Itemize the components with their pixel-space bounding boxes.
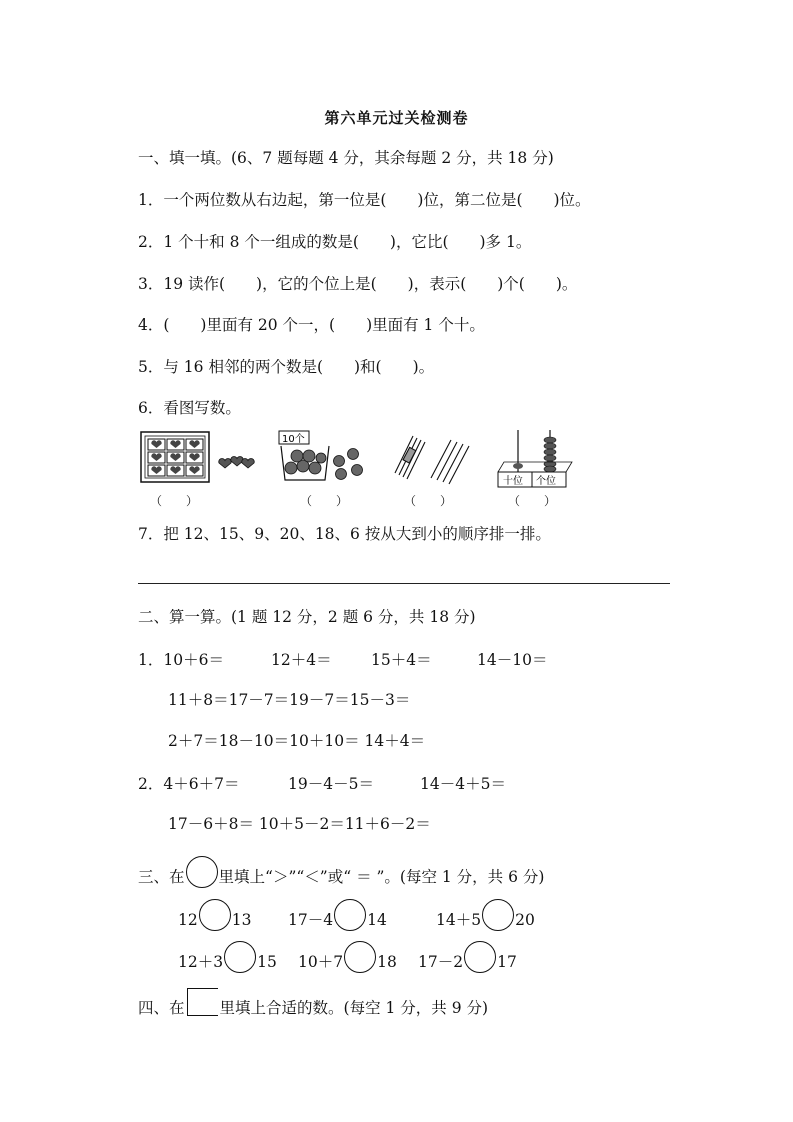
compare-circle[interactable] (199, 899, 231, 931)
section4-heading-pre: 四、在 (138, 999, 185, 1017)
compare-left: 12 (178, 911, 198, 929)
compare-item-5 (298, 947, 397, 979)
compare-right: 14 (367, 911, 387, 929)
compare-right: 18 (377, 953, 397, 971)
section2-heading: 二、算一算。(1 题 12 分，2 题 6 分，共 18 分) (138, 608, 476, 626)
figure-2-answer: （ ） (300, 494, 349, 508)
compare-left: 10＋7 (298, 953, 344, 971)
compare-circle[interactable] (464, 941, 496, 973)
compare-item-4 (178, 947, 277, 979)
figure-3-answer: （ ） (404, 494, 453, 508)
section3-heading-post: 里填上“＞”“＜”或“ ＝ ”。(每空 1 分，共 6 分) (218, 868, 545, 886)
compare-item-3 (436, 905, 535, 937)
compare-circle[interactable] (334, 899, 366, 931)
calc-2-1: 2．4＋6＋7＝ (138, 775, 240, 793)
section3-heading-pre: 三、在 (138, 868, 185, 886)
page-title: 第六单元过关检测卷 (324, 109, 469, 127)
question-3: 3．19 读作( )，它的个位上是( )，表示( )个( )。 (138, 275, 578, 293)
calc-1-3: 15＋4＝ (371, 651, 432, 669)
compare-left: 14＋5 (436, 911, 482, 929)
question-1: 1．一个两位数从右边起，第一位是( )位，第二位是( )位。 (138, 191, 591, 209)
figure-4-answer: （ ） (508, 494, 557, 508)
calc-1-2: 12＋4＝ (271, 651, 332, 669)
section4-heading (138, 990, 488, 1018)
compare-item-1 (178, 905, 251, 937)
calc-1-4: 14－10＝ (477, 651, 548, 669)
compare-left: 12＋3 (178, 953, 224, 971)
calc-row-3: 2＋7＝18－10＝10＋10＝ 14＋4＝ (168, 732, 426, 750)
compare-right: 17 (497, 953, 517, 971)
compare-circle[interactable] (482, 899, 514, 931)
calc-row-5: 17－6＋8＝ 10＋5－2＝11＋6－2＝ (168, 815, 431, 833)
section4-heading-post: 里填上合适的数。(每空 1 分，共 9 分) (219, 999, 489, 1017)
section1-heading: 一、填一填。(6、7 题每题 4 分，其余每题 2 分，共 18 分) (138, 149, 554, 167)
figure-1-answer: （ ） (150, 494, 199, 508)
tens-label: 十位 (503, 476, 523, 487)
compare-item-6 (418, 947, 517, 979)
compare-circle-sample (186, 856, 218, 888)
ones-label: 个位 (536, 476, 556, 487)
question-5: 5．与 16 相邻的两个数是( )和( )。 (138, 358, 435, 376)
compare-circle[interactable] (344, 941, 376, 973)
compare-right: 15 (257, 953, 277, 971)
fill-box-sample (187, 988, 218, 1016)
section3-heading (138, 862, 544, 894)
compare-circle[interactable] (224, 941, 256, 973)
calc-2-3: 14－4＋5＝ (420, 775, 506, 793)
question-7: 7．把 12、15、9、20、18、6 按从大到小的顺序排一排。 (138, 525, 551, 543)
calc-2-2: 19－4－5＝ (288, 775, 374, 793)
compare-right: 13 (231, 911, 252, 929)
calc-row-2: 11＋8＝17－7＝19－7＝15－3＝ (168, 691, 411, 709)
compare-item-2 (288, 905, 387, 937)
box-label: 10个 (282, 434, 305, 445)
question-6: 6．看图写数。 (138, 399, 241, 417)
compare-right: 20 (515, 911, 535, 929)
compare-left: 17－4 (288, 911, 334, 929)
compare-left: 17－2 (418, 953, 464, 971)
calc-1-1: 1．10＋6＝ (138, 651, 224, 669)
question-2: 2．1 个十和 8 个一组成的数是( )，它比( )多 1。 (138, 233, 532, 251)
question-4: 4．( )里面有 20 个一，( )里面有 1 个十。 (138, 316, 485, 334)
answer-line (138, 583, 670, 584)
